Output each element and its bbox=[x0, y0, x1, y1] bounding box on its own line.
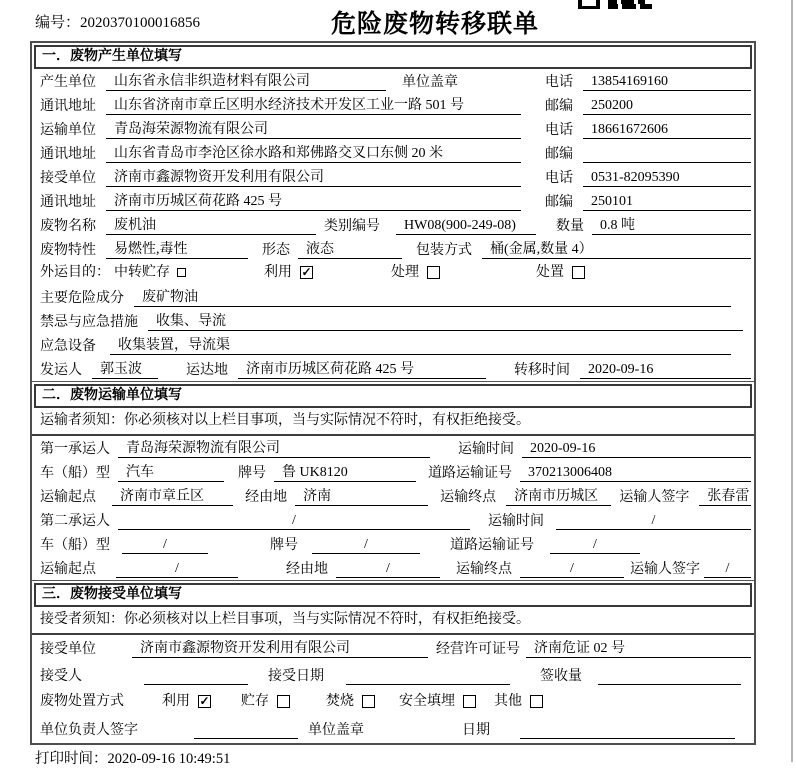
value-receive-date bbox=[346, 668, 510, 685]
label-phone: 电话 bbox=[545, 171, 573, 186]
value-waste-code: HW08(900-249-08) bbox=[396, 217, 536, 235]
label-waste-name: 废物名称 bbox=[40, 219, 96, 234]
checkbox-label: 焚烧 bbox=[326, 694, 354, 709]
value-receiver-name: 济南市鑫源物资开发利用有限公司 bbox=[106, 169, 521, 187]
label-postcode: 邮编 bbox=[545, 147, 573, 162]
value-road-permit-1: 370213006408 bbox=[520, 464, 751, 482]
value-receiver-address: 济南市历城区荷花路 425 号 bbox=[106, 193, 521, 211]
checkbox-utilize-2 bbox=[162, 693, 211, 710]
label-receiver-person: 接受人 bbox=[40, 669, 82, 684]
qr-block bbox=[622, 4, 636, 9]
checkbox-label: 中转贮存 bbox=[114, 264, 170, 280]
value-emergency-equipment: 收集装置，导流渠 bbox=[110, 337, 731, 355]
checkbox-unchecked-icon bbox=[177, 268, 186, 277]
checkbox-dispose bbox=[536, 264, 585, 281]
value-producer-name: 山东省永信非织造材料有限公司 bbox=[106, 73, 386, 91]
checkbox-unchecked-icon bbox=[572, 266, 585, 279]
checkbox-incinerate bbox=[326, 693, 375, 710]
label-receive-date: 接受日期 bbox=[268, 669, 324, 684]
checkbox-unchecked-icon bbox=[530, 695, 543, 708]
checkbox-store bbox=[241, 693, 290, 710]
value-waste-quantity: 0.8 吨 bbox=[592, 217, 751, 235]
label-plate-number: 牌号 bbox=[238, 466, 266, 481]
value-carrier2-name: / bbox=[118, 512, 470, 530]
label-receive-unit: 接受单位 bbox=[40, 642, 96, 657]
label-transfer-purpose: 外运目的： bbox=[40, 264, 110, 280]
page-title: 危险废物转移联单 bbox=[331, 11, 540, 38]
row-waste-traits bbox=[32, 237, 754, 261]
label-producer-unit: 产生单位 bbox=[40, 75, 96, 90]
row-transporter-address bbox=[32, 141, 754, 165]
value-receive-unit: 济南市鑫源物资开发利用有限公司 bbox=[132, 640, 428, 658]
label-transport-date: 运输时间 bbox=[488, 514, 544, 529]
value-vehicle-type-1: 汽车 bbox=[118, 464, 224, 482]
label-postcode: 邮编 bbox=[545, 195, 573, 210]
value-transport-date-2: / bbox=[556, 512, 751, 530]
transporter-notice: 运输者须知：你必须核对以上栏目事项，当与实际情况不符时，有权拒绝接受。 bbox=[32, 408, 754, 436]
value-carrier1-name: 青岛海荣源物流有限公司 bbox=[118, 440, 430, 458]
print-time-label: 打印时间： bbox=[35, 751, 108, 767]
row-responsible-signature bbox=[32, 716, 754, 743]
label-responsible-signature: 单位负责人签字 bbox=[40, 723, 138, 738]
section1-rows bbox=[32, 69, 754, 382]
value-route-end-1: 济南市历城区 bbox=[506, 488, 611, 506]
value-producer-address: 山东省济南市章丘区明水经济技术开发区工业一路 501 号 bbox=[106, 97, 521, 115]
label-receiver-address: 通讯地址 bbox=[40, 195, 96, 210]
label-first-carrier: 第一承运人 bbox=[40, 442, 110, 457]
value-destination: 济南市历城区荷花路 425 号 bbox=[238, 361, 486, 379]
page-edge-line bbox=[791, 0, 793, 762]
label-emergency-measures: 禁忌与应急措施 bbox=[40, 315, 138, 330]
value-transporter-sign-2: / bbox=[704, 560, 751, 578]
checkbox-transfer-storage bbox=[114, 264, 186, 281]
value-transporter-phone: 18661672606 bbox=[583, 121, 751, 139]
label-vehicle-type: 车（船）型 bbox=[40, 466, 110, 481]
label-sign-date: 日期 bbox=[462, 723, 490, 738]
row-first-carrier bbox=[32, 436, 754, 460]
qr-block bbox=[640, 4, 652, 9]
checkbox-unchecked-icon bbox=[277, 695, 290, 708]
row-receive-unit bbox=[32, 165, 754, 189]
value-license-number: 济南危证 02 号 bbox=[526, 640, 751, 658]
value-received-amount bbox=[598, 668, 741, 685]
value-route-via-2: / bbox=[336, 560, 440, 578]
value-waste-packaging: 桶(金属,数量 4） bbox=[482, 241, 751, 259]
value-waste-name: 废机油 bbox=[106, 217, 316, 235]
row-route-1 bbox=[32, 484, 754, 508]
checkbox-checked-icon: ✓ bbox=[301, 264, 312, 279]
label-waste-code: 类别编号 bbox=[324, 219, 380, 234]
value-transporter-postcode bbox=[583, 146, 751, 163]
label-route-end: 运输终点 bbox=[456, 562, 512, 577]
checkbox-unchecked-icon bbox=[463, 695, 476, 708]
row-shipper bbox=[32, 357, 754, 381]
checkbox-treat bbox=[391, 264, 440, 281]
value-transporter-name: 青岛海荣源物流有限公司 bbox=[106, 121, 521, 139]
row-vehicle-2 bbox=[32, 532, 754, 556]
row-waste-name bbox=[32, 213, 754, 237]
row-transport-unit bbox=[32, 117, 754, 141]
label-transfer-date: 转移时间 bbox=[514, 363, 570, 378]
value-plate-1: 鲁 UK8120 bbox=[274, 464, 416, 482]
checkbox-landfill bbox=[399, 693, 476, 710]
qr-block bbox=[578, 6, 600, 9]
value-responsible-signature bbox=[194, 722, 298, 739]
label-route-via: 经由地 bbox=[245, 490, 288, 505]
checkbox-unchecked-icon bbox=[427, 266, 440, 279]
label-unit-seal: 单位盖章 bbox=[308, 723, 364, 738]
value-vehicle-type-2: / bbox=[122, 536, 208, 554]
label-transport-date: 运输时间 bbox=[458, 442, 514, 457]
row-transfer-purpose bbox=[32, 261, 754, 285]
value-waste-form: 液态 bbox=[298, 241, 402, 259]
row-hazard-component bbox=[32, 285, 754, 309]
label-vehicle-type: 车（船）型 bbox=[40, 538, 110, 553]
value-waste-traits: 易燃性,毒性 bbox=[106, 241, 248, 259]
row-emergency-measures bbox=[32, 309, 754, 333]
label-transporter-signature: 运输人签字 bbox=[619, 490, 690, 505]
doc-number-label: 编号： bbox=[35, 15, 81, 31]
section3-header: 三．废物接受单位填写 bbox=[34, 583, 752, 607]
value-shipper-name: 郭玉波 bbox=[92, 361, 158, 379]
receiver-notice: 接受者须知：你必须核对以上栏目事项，当与实际情况不符时，有权拒绝接受。 bbox=[32, 607, 754, 635]
doc-number-value: 2020370100016856 bbox=[80, 15, 201, 31]
label-route-start: 运输起点 bbox=[40, 562, 96, 577]
label-hazard-component: 主要危险成分 bbox=[40, 291, 124, 306]
label-destination: 运达地 bbox=[186, 363, 228, 378]
value-route-start-2: / bbox=[116, 560, 238, 578]
value-transfer-date: 2020-09-16 bbox=[580, 361, 751, 379]
row-producer-unit bbox=[32, 69, 754, 93]
label-quantity: 数量 bbox=[556, 219, 584, 234]
checkbox-label: 利用 bbox=[264, 264, 292, 280]
row-vehicle-1 bbox=[32, 460, 754, 484]
checkbox-label: 其他 bbox=[494, 694, 522, 709]
value-sign-date bbox=[520, 722, 735, 739]
qr-code-fragment bbox=[578, 0, 656, 9]
label-road-permit: 道路运输证号 bbox=[428, 466, 512, 481]
label-waste-form: 形态 bbox=[262, 243, 290, 258]
row-second-carrier bbox=[32, 508, 754, 532]
checkbox-label: 利用 bbox=[162, 694, 190, 709]
label-phone: 电话 bbox=[545, 123, 573, 138]
value-emergency-measures: 收集、导流 bbox=[148, 313, 743, 331]
label-shipper: 发运人 bbox=[40, 363, 82, 378]
row-producer-address bbox=[32, 93, 754, 117]
checkbox-checked-icon: ✓ bbox=[199, 694, 210, 708]
label-phone: 电话 bbox=[545, 75, 573, 90]
value-transporter-sign-1: 张春雷 bbox=[699, 488, 751, 506]
label-transporter-signature: 运输人签字 bbox=[630, 562, 700, 577]
label-transporter-address: 通讯地址 bbox=[40, 147, 96, 162]
label-unit-seal: 单位盖章 bbox=[402, 75, 458, 90]
label-producer-address: 通讯地址 bbox=[40, 99, 96, 114]
row-receive-unit-confirm bbox=[32, 635, 754, 662]
value-road-permit-2: / bbox=[550, 536, 640, 554]
value-receiver-phone: 0531-82095390 bbox=[583, 169, 751, 187]
label-emergency-equipment: 应急设备 bbox=[40, 339, 96, 354]
value-receiver-postcode: 250101 bbox=[583, 193, 751, 211]
doc-number bbox=[35, 11, 200, 32]
label-second-carrier: 第二承运人 bbox=[40, 514, 110, 529]
label-route-via: 经由地 bbox=[286, 562, 328, 577]
checkbox-unchecked-icon bbox=[362, 695, 375, 708]
label-road-permit: 道路运输证号 bbox=[450, 538, 534, 553]
label-route-start: 运输起点 bbox=[40, 490, 96, 505]
value-producer-postcode: 250200 bbox=[583, 97, 751, 115]
row-route-2 bbox=[32, 556, 754, 580]
section2-header: 二．废物运输单位填写 bbox=[34, 384, 752, 408]
checkbox-label: 安全填埋 bbox=[399, 694, 455, 709]
checkbox-utilize bbox=[264, 264, 313, 281]
checkbox-label: 处置 bbox=[536, 264, 564, 280]
section2-rows bbox=[32, 436, 754, 581]
checkbox-other bbox=[494, 693, 543, 710]
print-time-value: 2020-09-16 10:49:51 bbox=[107, 751, 231, 767]
label-received-amount: 签收量 bbox=[540, 669, 582, 684]
label-plate-number: 牌号 bbox=[270, 538, 298, 553]
label-transport-unit: 运输单位 bbox=[40, 123, 96, 138]
value-hazard-component: 废矿物油 bbox=[134, 289, 731, 307]
row-receiver-person bbox=[32, 662, 754, 689]
value-route-via-1: 济南 bbox=[295, 488, 428, 506]
print-time bbox=[35, 747, 230, 768]
row-disposal-method bbox=[32, 689, 754, 716]
value-plate-2: / bbox=[312, 536, 420, 554]
value-receiver-person bbox=[144, 668, 248, 685]
section3-rows bbox=[32, 635, 754, 743]
label-postcode: 邮编 bbox=[545, 99, 573, 114]
qr-block bbox=[608, 4, 618, 9]
section1-header: 一．废物产生单位填写 bbox=[34, 45, 752, 69]
value-transporter-address: 山东省青岛市李沧区徐水路和郑佛路交叉口东侧 20 米 bbox=[106, 145, 521, 163]
label-route-end: 运输终点 bbox=[440, 490, 497, 505]
label-packaging: 包装方式 bbox=[416, 243, 472, 258]
label-receive-unit: 接受单位 bbox=[40, 171, 96, 186]
label-license-number: 经营许可证号 bbox=[436, 642, 520, 657]
checkbox-label: 处理 bbox=[391, 264, 419, 280]
value-producer-phone: 13854169160 bbox=[583, 73, 751, 91]
row-receiver-address bbox=[32, 189, 754, 213]
row-emergency-equipment bbox=[32, 333, 754, 357]
manifest-form bbox=[30, 41, 756, 745]
value-route-start-1: 济南市章丘区 bbox=[112, 488, 233, 506]
label-waste-traits: 废物特性 bbox=[40, 243, 96, 258]
value-route-end-2: / bbox=[520, 560, 624, 578]
label-disposal-method: 废物处置方式 bbox=[40, 694, 124, 709]
checkbox-label: 贮存 bbox=[241, 694, 269, 709]
value-transport-date-1: 2020-09-16 bbox=[522, 440, 751, 458]
